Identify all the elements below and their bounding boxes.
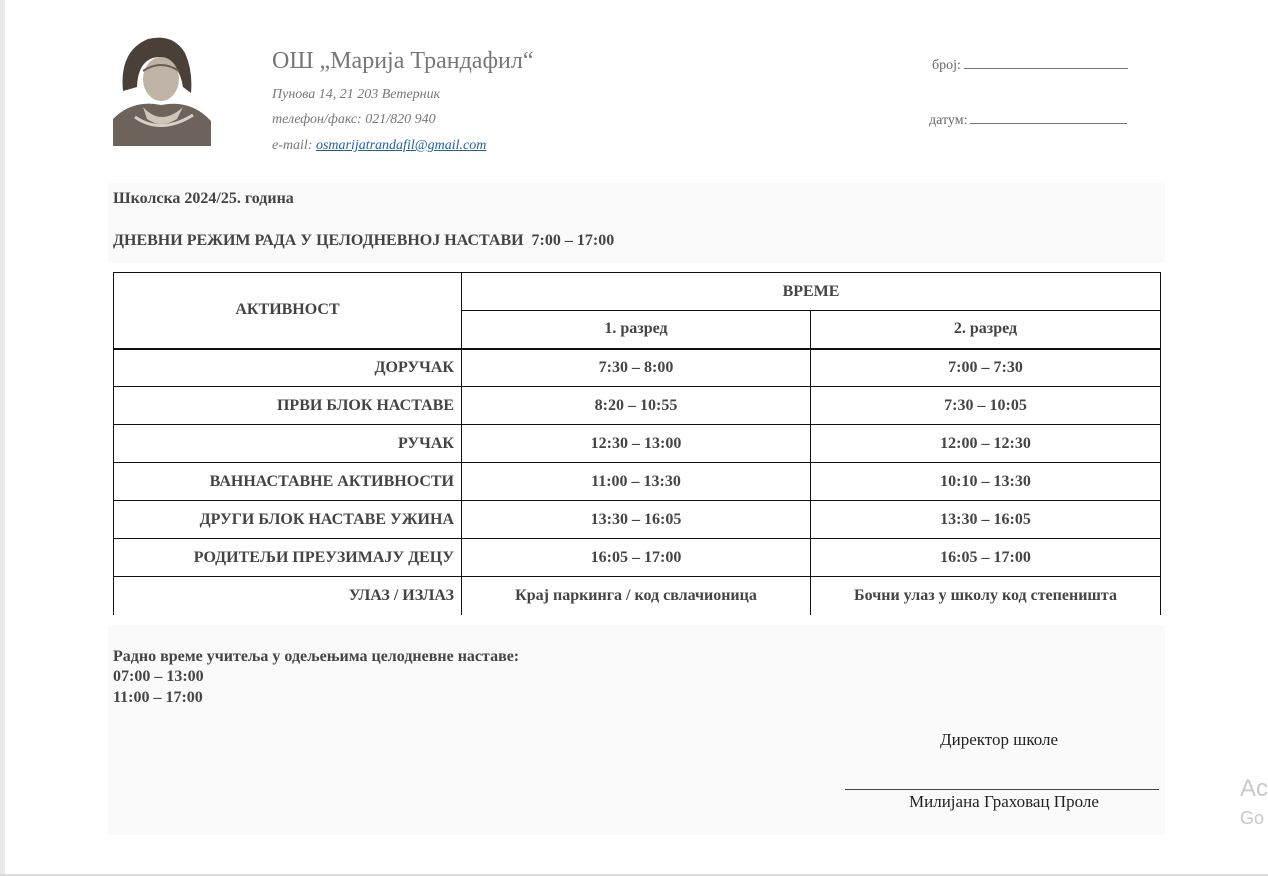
activity-cell: РУЧАК bbox=[114, 425, 462, 463]
date-blank-line bbox=[970, 123, 1127, 124]
schedule-table bbox=[113, 272, 1161, 615]
grade-2-time-cell: 10:10 – 13:30 bbox=[811, 463, 1161, 501]
grade-1-time-cell: 16:05 – 17:00 bbox=[462, 539, 811, 577]
grade-1-time-cell: 12:30 – 13:00 bbox=[462, 425, 811, 463]
activity-cell: РОДИТЕЉИ ПРЕУЗИМАЈУ ДЕЦУ bbox=[114, 539, 462, 577]
school-name: ОШ „Марија Трандафил“ bbox=[272, 48, 534, 74]
number-label: број: bbox=[932, 58, 961, 73]
header-time: ВРЕМЕ bbox=[462, 273, 1161, 311]
signature-line bbox=[845, 789, 1159, 790]
grade-2-time-cell: 12:00 – 12:30 bbox=[811, 425, 1161, 463]
window-left-edge bbox=[0, 0, 5, 876]
activation-watermark-line1: Ac bbox=[1240, 775, 1268, 802]
activity-cell: ПРВИ БЛОК НАСТАВЕ bbox=[114, 387, 462, 425]
document-date-field bbox=[929, 113, 1127, 129]
number-blank-line bbox=[964, 68, 1128, 69]
table-row bbox=[114, 577, 1161, 615]
grade-1-time-cell: Крај паркинга / код свлачионица bbox=[462, 577, 811, 615]
table-row bbox=[114, 463, 1161, 501]
activity-cell: УЛАЗ / ИЗЛАЗ bbox=[114, 577, 462, 615]
email-link[interactable]: osmarijatrandafil@gmail.com bbox=[315, 138, 487, 153]
header-grade-1: 1. разред bbox=[462, 311, 811, 349]
grade-1-time-cell: 7:30 – 8:00 bbox=[462, 349, 811, 387]
table-row bbox=[114, 425, 1161, 463]
school-year: Школска 2024/25. година bbox=[113, 190, 294, 207]
founder-portrait-image bbox=[113, 31, 211, 146]
working-hours-slot: 07:00 – 13:00 bbox=[113, 668, 204, 685]
activity-cell: ДРУГИ БЛОК НАСТАВЕ УЖИНА bbox=[114, 501, 462, 539]
grade-1-time-cell: 13:30 – 16:05 bbox=[462, 501, 811, 539]
table-row bbox=[114, 501, 1161, 539]
activity-cell: ДОРУЧАК bbox=[114, 349, 462, 387]
activation-watermark-line2: Go bbox=[1240, 808, 1265, 828]
school-email-line bbox=[272, 138, 486, 154]
grade-2-time-cell: Бочни улаз у школу код степеништа bbox=[811, 577, 1161, 615]
activity-cell: ВАННАСТАВНЕ АКТИВНОСТИ bbox=[114, 463, 462, 501]
grade-1-time-cell: 11:00 – 13:30 bbox=[462, 463, 811, 501]
school-phone: телефон/факс: 021/820 940 bbox=[272, 112, 436, 127]
header-activity: АКТИВНОСТ bbox=[114, 273, 462, 349]
grade-2-time-cell: 7:30 – 10:05 bbox=[811, 387, 1161, 425]
table-row bbox=[114, 539, 1161, 577]
working-hours-slot: 11:00 – 17:00 bbox=[113, 689, 203, 706]
document-title: ДНЕВНИ РЕЖИМ РАДА У ЦЕЛОДНЕВНОЈ НАСТАВИ 7:00 – 17:00 bbox=[113, 232, 615, 249]
table-row bbox=[114, 349, 1161, 387]
document-number-field bbox=[932, 58, 1128, 74]
director-name: Милијана Граховац Проле bbox=[909, 792, 1099, 811]
table-row bbox=[114, 387, 1161, 425]
grade-2-time-cell: 13:30 – 16:05 bbox=[811, 501, 1161, 539]
working-hours-label: Радно време учитеља у одељењима целодневне наставе: bbox=[113, 648, 520, 665]
school-address: Пунова 14, 21 203 Ветерник bbox=[272, 87, 441, 102]
grade-1-time-cell: 8:20 – 10:55 bbox=[462, 387, 811, 425]
grade-2-time-cell: 16:05 – 17:00 bbox=[811, 539, 1161, 577]
date-label: датум: bbox=[929, 113, 968, 128]
header-grade-2: 2. разред bbox=[811, 311, 1161, 349]
director-title: Директор школе bbox=[940, 730, 1059, 749]
grade-2-time-cell: 7:00 – 7:30 bbox=[811, 349, 1161, 387]
email-label: e-mail: bbox=[272, 138, 316, 153]
